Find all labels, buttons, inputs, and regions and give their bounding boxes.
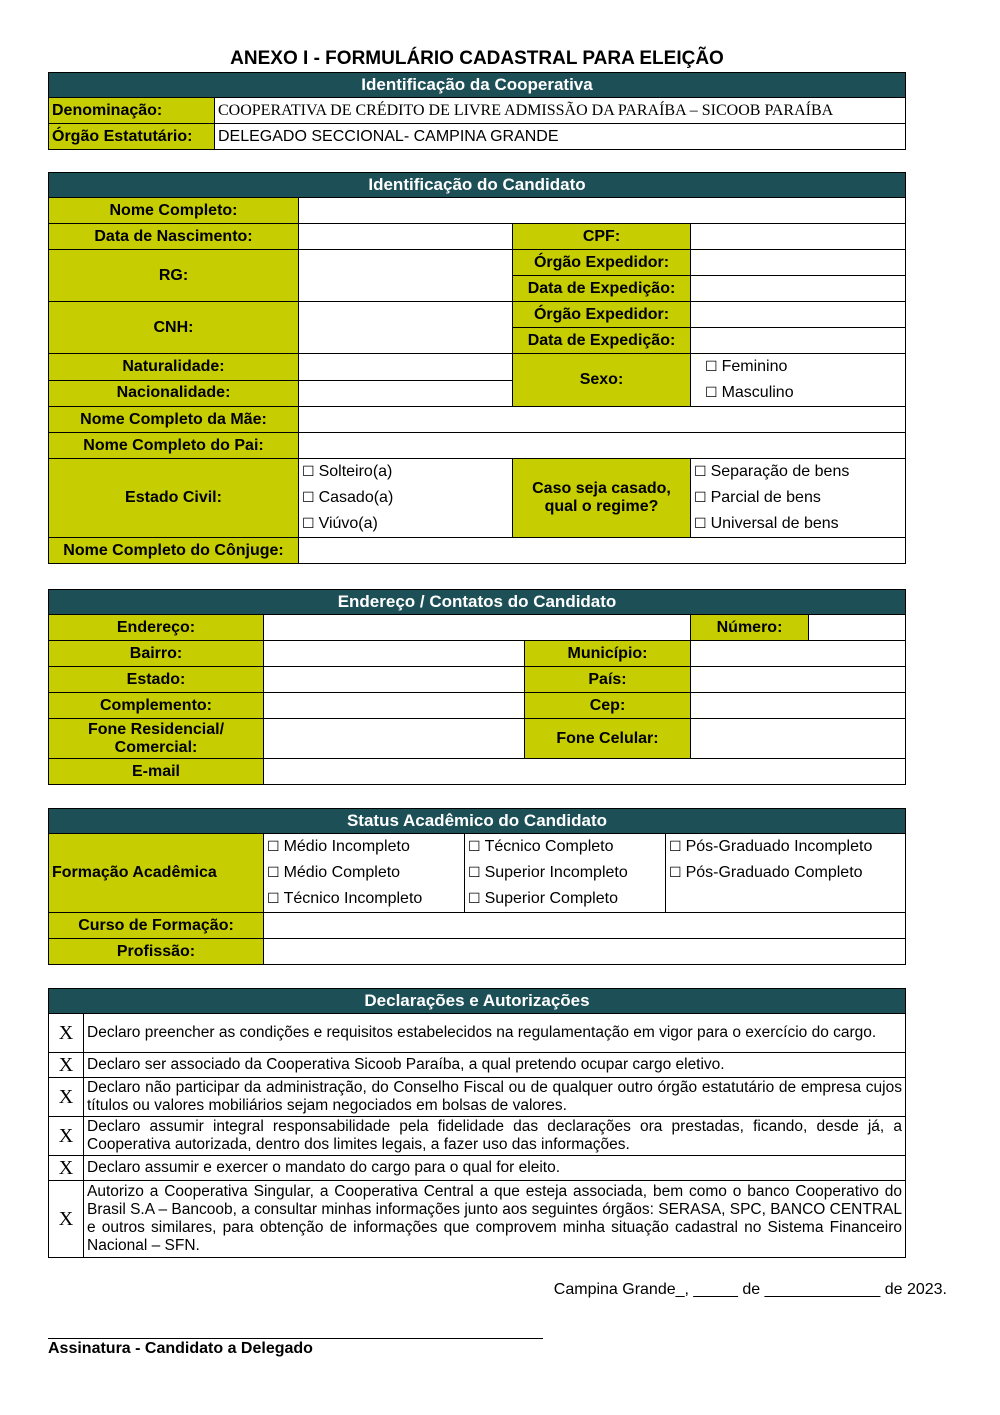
- declaracao-6-mark[interactable]: X: [49, 1181, 84, 1258]
- curso-formacao-input[interactable]: [264, 913, 906, 939]
- declaracoes-header: Declarações e Autorizações: [49, 989, 906, 1014]
- checkbox-icon[interactable]: ☐: [267, 865, 280, 881]
- checkbox-icon[interactable]: ☐: [267, 839, 280, 855]
- declaracao-3-mark[interactable]: X: [49, 1078, 84, 1117]
- profissao-label: Profissão:: [49, 939, 264, 965]
- email-label: E-mail: [49, 759, 264, 785]
- regime-parcial-option[interactable]: ☐ Parcial de bens: [694, 489, 821, 506]
- nacionalidade-label: Nacionalidade:: [49, 380, 299, 407]
- formacao-label: Formação Acadêmica: [49, 834, 264, 913]
- checkbox-icon[interactable]: ☐: [302, 464, 315, 480]
- nome-completo-input[interactable]: [299, 198, 906, 224]
- endereco-table: [48, 589, 906, 785]
- fone-celular-input[interactable]: [691, 719, 906, 759]
- declaracao-5-mark[interactable]: X: [49, 1156, 84, 1181]
- cpf-label: CPF:: [513, 224, 691, 250]
- endereco-label: Endereço:: [49, 615, 264, 641]
- pos-graduado-incompleto-option[interactable]: ☐ Pós-Graduado Incompleto: [669, 838, 873, 855]
- nome-pai-label: Nome Completo do Pai:: [49, 433, 299, 459]
- numero-label: Número:: [691, 615, 809, 641]
- nome-conjuge-input[interactable]: [299, 538, 906, 564]
- nome-mae-input[interactable]: [299, 407, 906, 433]
- declaracao-5-text: Declaro assumir e exercer o mandato do cargo para o qual for eleito.: [84, 1156, 906, 1181]
- nome-conjuge-label: Nome Completo do Cônjuge:: [49, 538, 299, 564]
- regime-options: [691, 459, 906, 538]
- bairro-input[interactable]: [264, 641, 525, 667]
- checkbox-icon[interactable]: ☐: [267, 891, 280, 907]
- denominacao-value: COOPERATIVA DE CRÉDITO DE LIVRE ADMISSÃO DA PARAÍBA – SICOOB PARAÍBA: [215, 98, 906, 124]
- nome-pai-input[interactable]: [299, 433, 906, 459]
- estado-civil-label: Estado Civil:: [49, 459, 299, 538]
- estado-civil-solteiro-option[interactable]: ☐ Solteiro(a): [302, 463, 393, 480]
- checkbox-icon[interactable]: ☐: [694, 464, 707, 480]
- data-nascimento-label: Data de Nascimento:: [49, 224, 299, 250]
- declaracao-2-mark[interactable]: X: [49, 1053, 84, 1078]
- checkbox-icon[interactable]: ☐: [468, 839, 481, 855]
- regime-separacao-option[interactable]: ☐ Separação de bens: [694, 463, 850, 480]
- sexo-feminino-option[interactable]: ☐ Feminino: [705, 358, 788, 375]
- nacionalidade-input[interactable]: [299, 380, 513, 407]
- cep-input[interactable]: [691, 693, 906, 719]
- cnh-data-expedicao-label: Data de Expedição:: [513, 328, 691, 354]
- page-title: ANEXO I - FORMULÁRIO CADASTRAL PARA ELEIÇÃO: [230, 48, 724, 69]
- profissao-input[interactable]: [264, 939, 906, 965]
- email-input[interactable]: [264, 759, 906, 785]
- pais-label: País:: [525, 667, 691, 693]
- academico-header: Status Acadêmico do Candidato: [49, 809, 906, 834]
- cooperativa-header: Identificação da Cooperativa: [49, 73, 906, 98]
- tecnico-incompleto-option[interactable]: ☐ Técnico Incompleto: [267, 890, 423, 907]
- estado-civil-options: [299, 459, 513, 538]
- declaracao-1-mark[interactable]: X: [49, 1014, 84, 1053]
- signature-label: Assinatura - Candidato a Delegado: [48, 1340, 313, 1357]
- estado-label: Estado:: [49, 667, 264, 693]
- cnh-orgao-expedidor-input[interactable]: [691, 302, 906, 328]
- tecnico-completo-option[interactable]: ☐ Técnico Completo: [468, 838, 614, 855]
- complemento-label: Complemento:: [49, 693, 264, 719]
- nome-completo-label: Nome Completo:: [49, 198, 299, 224]
- checkbox-icon[interactable]: ☐: [669, 839, 682, 855]
- formacao-options-col1: [264, 834, 465, 913]
- cnh-label: CNH:: [49, 302, 299, 354]
- rg-orgao-expedidor-input[interactable]: [691, 250, 906, 276]
- superior-incompleto-option[interactable]: ☐ Superior Incompleto: [468, 864, 628, 881]
- orgao-estatutario-value: DELEGADO SECCIONAL- CAMPINA GRANDE: [215, 124, 906, 150]
- estado-input[interactable]: [264, 667, 525, 693]
- sexo-label: Sexo:: [513, 354, 691, 407]
- naturalidade-input[interactable]: [299, 354, 513, 381]
- naturalidade-label: Naturalidade:: [49, 354, 299, 381]
- rg-input[interactable]: [299, 250, 513, 302]
- declaracao-3-text: Declaro não participar da administração, do Conselho Fiscal ou de qualquer outro órgão estatutário de empresa cujos títulos ou valores mobiliários sejam negociados em bolsas de valores.: [84, 1078, 906, 1117]
- cnh-input[interactable]: [299, 302, 513, 354]
- declaracao-1-text: Declaro preencher as condições e requisitos estabelecidos na regulamentação em vigor para o exercício do cargo.: [84, 1014, 906, 1053]
- checkbox-icon[interactable]: ☐: [694, 516, 707, 532]
- complemento-input[interactable]: [264, 693, 525, 719]
- declaracoes-table: [48, 988, 906, 1258]
- checkbox-icon[interactable]: ☐: [705, 359, 718, 375]
- checkbox-icon[interactable]: ☐: [694, 490, 707, 506]
- checkbox-icon[interactable]: ☐: [302, 490, 315, 506]
- academico-table: [48, 808, 906, 965]
- declaracao-4-text: Declaro assumir integral responsabilidade pela fidelidade das declarações ora prestadas, ficando, desde já, a Cooperativa autorizada, dentro dos limites legais, a fazer uso das informações.: [84, 1117, 906, 1156]
- checkbox-icon[interactable]: ☐: [669, 865, 682, 881]
- date-line: Campina Grande_, _____ de _____________ de 2023.: [553, 1281, 947, 1298]
- formacao-options-col3: [666, 834, 906, 913]
- numero-input[interactable]: [809, 615, 906, 641]
- declaracao-2-text: Declaro ser associado da Cooperativa Sicoob Paraíba, a qual pretendo ocupar cargo eletivo.: [84, 1053, 906, 1078]
- orgao-estatutario-label: Órgão Estatutário:: [49, 124, 215, 150]
- declaracao-6-text: Autorizo a Cooperativa Singular, a Cooperativa Central a que esteja associada, bem como o banco Cooperativo do Brasil S.A – Bancoob, a consultar minhas informações junto aos seguintes órgãos: SERASA, SPC, BANCO CENTRAL e outros similares, para obtenção de informações que comprovem minha situação cadastral no Sistema Financeiro Nacional – SFN.: [84, 1181, 906, 1258]
- medio-completo-option[interactable]: ☐ Médio Completo: [267, 864, 401, 881]
- checkbox-icon[interactable]: ☐: [468, 891, 481, 907]
- candidato-table: [48, 172, 906, 564]
- fone-celular-label: Fone Celular:: [525, 719, 691, 759]
- superior-completo-option[interactable]: ☐ Superior Completo: [468, 890, 618, 907]
- cep-label: Cep:: [525, 693, 691, 719]
- checkbox-icon[interactable]: ☐: [302, 516, 315, 532]
- fone-residencial-label: Fone Residencial/ Comercial:: [49, 719, 264, 759]
- cnh-data-expedicao-input[interactable]: [691, 328, 906, 354]
- endereco-header: Endereço / Contatos do Candidato: [49, 590, 906, 615]
- rg-data-expedicao-input[interactable]: [691, 276, 906, 302]
- regime-universal-option[interactable]: ☐ Universal de bens: [694, 515, 839, 532]
- signature-line: [48, 1338, 543, 1339]
- sexo-options: [691, 354, 906, 407]
- bairro-label: Bairro:: [49, 641, 264, 667]
- municipio-label: Município:: [525, 641, 691, 667]
- denominacao-label: Denominação:: [49, 98, 215, 124]
- pais-input[interactable]: [691, 667, 906, 693]
- cooperativa-table: [48, 72, 906, 150]
- rg-data-expedicao-label: Data de Expedição:: [513, 276, 691, 302]
- endereco-input[interactable]: [264, 615, 691, 641]
- medio-incompleto-option[interactable]: ☐ Médio Incompleto: [267, 838, 410, 855]
- regime-label: Caso seja casado, qual o regime?: [513, 459, 691, 538]
- estado-civil-casado-option[interactable]: ☐ Casado(a): [302, 489, 394, 506]
- cnh-orgao-expedidor-label: Órgão Expedidor:: [513, 302, 691, 328]
- curso-formacao-label: Curso de Formação:: [49, 913, 264, 939]
- rg-orgao-expedidor-label: Órgão Expedidor:: [513, 250, 691, 276]
- data-nascimento-input[interactable]: [299, 224, 513, 250]
- checkbox-icon[interactable]: ☐: [468, 865, 481, 881]
- nome-mae-label: Nome Completo da Mãe:: [49, 407, 299, 433]
- candidato-header: Identificação do Candidato: [49, 173, 906, 198]
- sexo-masculino-option[interactable]: ☐ Masculino: [705, 384, 794, 401]
- fone-residencial-input[interactable]: [264, 719, 525, 759]
- formacao-options-col2: [465, 834, 666, 913]
- rg-label: RG:: [49, 250, 299, 302]
- declaracao-4-mark[interactable]: X: [49, 1117, 84, 1156]
- pos-graduado-completo-option[interactable]: ☐ Pós-Graduado Completo: [669, 864, 863, 881]
- municipio-input[interactable]: [691, 641, 906, 667]
- estado-civil-viuvo-option[interactable]: ☐ Viúvo(a): [302, 515, 378, 532]
- cpf-input[interactable]: [691, 224, 906, 250]
- checkbox-icon[interactable]: ☐: [705, 385, 718, 401]
